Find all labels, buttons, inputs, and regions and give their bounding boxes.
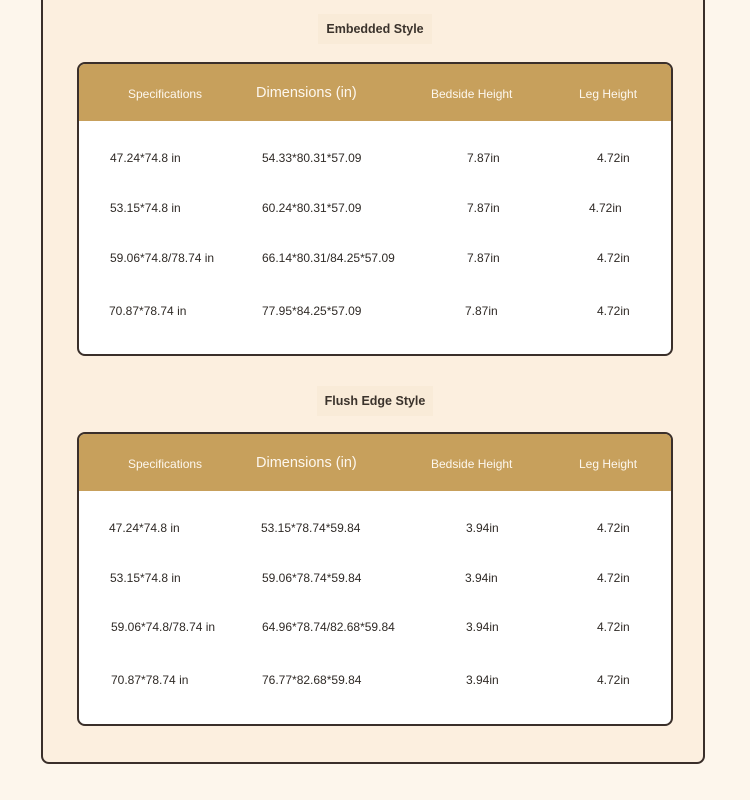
header-leg-height: Leg Height xyxy=(579,457,638,471)
cell-dimensions: 77.95*84.25*57.09 xyxy=(262,304,362,318)
cell-leg-height: 4.72in xyxy=(597,251,630,265)
cell-specification: 47.24*74.8 in xyxy=(109,521,180,535)
cell-specification: 70.87*78.74 in xyxy=(111,673,189,687)
table-row xyxy=(79,304,673,324)
cell-dimensions: 53.15*78.74*59.84 xyxy=(261,521,361,535)
table-header xyxy=(79,64,671,121)
table-row xyxy=(79,620,673,640)
header-dimensions: Dimensions (in) xyxy=(256,455,357,471)
cell-specification: 70.87*78.74 in xyxy=(109,304,187,318)
cell-dimensions: 60.24*80.31*57.09 xyxy=(262,201,362,215)
header-leg-height: Leg Height xyxy=(579,87,638,101)
table-row xyxy=(79,571,673,591)
section-title-text: Flush Edge Style xyxy=(317,386,434,416)
cell-dimensions: 59.06*78.74*59.84 xyxy=(262,571,362,585)
table-row xyxy=(79,521,673,541)
table-row xyxy=(79,151,673,171)
cell-leg-height: 4.72in xyxy=(597,521,630,535)
table-row xyxy=(79,251,673,271)
cell-bedside-height: 3.94in xyxy=(466,620,499,634)
cell-leg-height: 4.72in xyxy=(597,304,630,318)
header-dimensions: Dimensions (in) xyxy=(256,85,357,101)
cell-bedside-height: 7.87in xyxy=(467,251,500,265)
header-bedside-height: Bedside Height xyxy=(431,457,513,471)
section-title-embedded xyxy=(0,14,750,44)
cell-leg-height: 4.72in xyxy=(589,201,622,215)
cell-leg-height: 4.72in xyxy=(597,620,630,634)
cell-leg-height: 4.72in xyxy=(597,571,630,585)
header-specifications: Specifications xyxy=(128,457,203,471)
cell-specification: 53.15*74.8 in xyxy=(110,571,181,585)
cell-dimensions: 76.77*82.68*59.84 xyxy=(262,673,362,687)
flush-edge-style-table xyxy=(77,432,673,726)
header-specifications: Specifications xyxy=(128,87,203,101)
section-title-text: Embedded Style xyxy=(318,14,431,44)
cell-specification: 59.06*74.8/78.74 in xyxy=(110,251,215,265)
cell-specification: 53.15*74.8 in xyxy=(110,201,181,215)
cell-dimensions: 54.33*80.31*57.09 xyxy=(262,151,362,165)
table-row xyxy=(79,673,673,693)
table-header xyxy=(79,434,671,491)
cell-bedside-height: 7.87in xyxy=(465,304,498,318)
cell-bedside-height: 7.87in xyxy=(467,201,500,215)
cell-bedside-height: 3.94in xyxy=(466,673,499,687)
cell-leg-height: 4.72in xyxy=(597,151,630,165)
table-row xyxy=(79,201,673,221)
section-title-flush-edge xyxy=(0,386,750,416)
cell-dimensions: 64.96*78.74/82.68*59.84 xyxy=(262,620,395,634)
header-bedside-height: Bedside Height xyxy=(431,87,513,101)
cell-dimensions: 66.14*80.31/84.25*57.09 xyxy=(262,251,395,265)
cell-leg-height: 4.72in xyxy=(597,673,630,687)
cell-specification: 47.24*74.8 in xyxy=(110,151,181,165)
cell-specification: 59.06*74.8/78.74 in xyxy=(111,620,216,634)
cell-bedside-height: 3.94in xyxy=(465,571,498,585)
cell-bedside-height: 3.94in xyxy=(466,521,499,535)
embedded-style-table xyxy=(77,62,673,356)
cell-bedside-height: 7.87in xyxy=(467,151,500,165)
